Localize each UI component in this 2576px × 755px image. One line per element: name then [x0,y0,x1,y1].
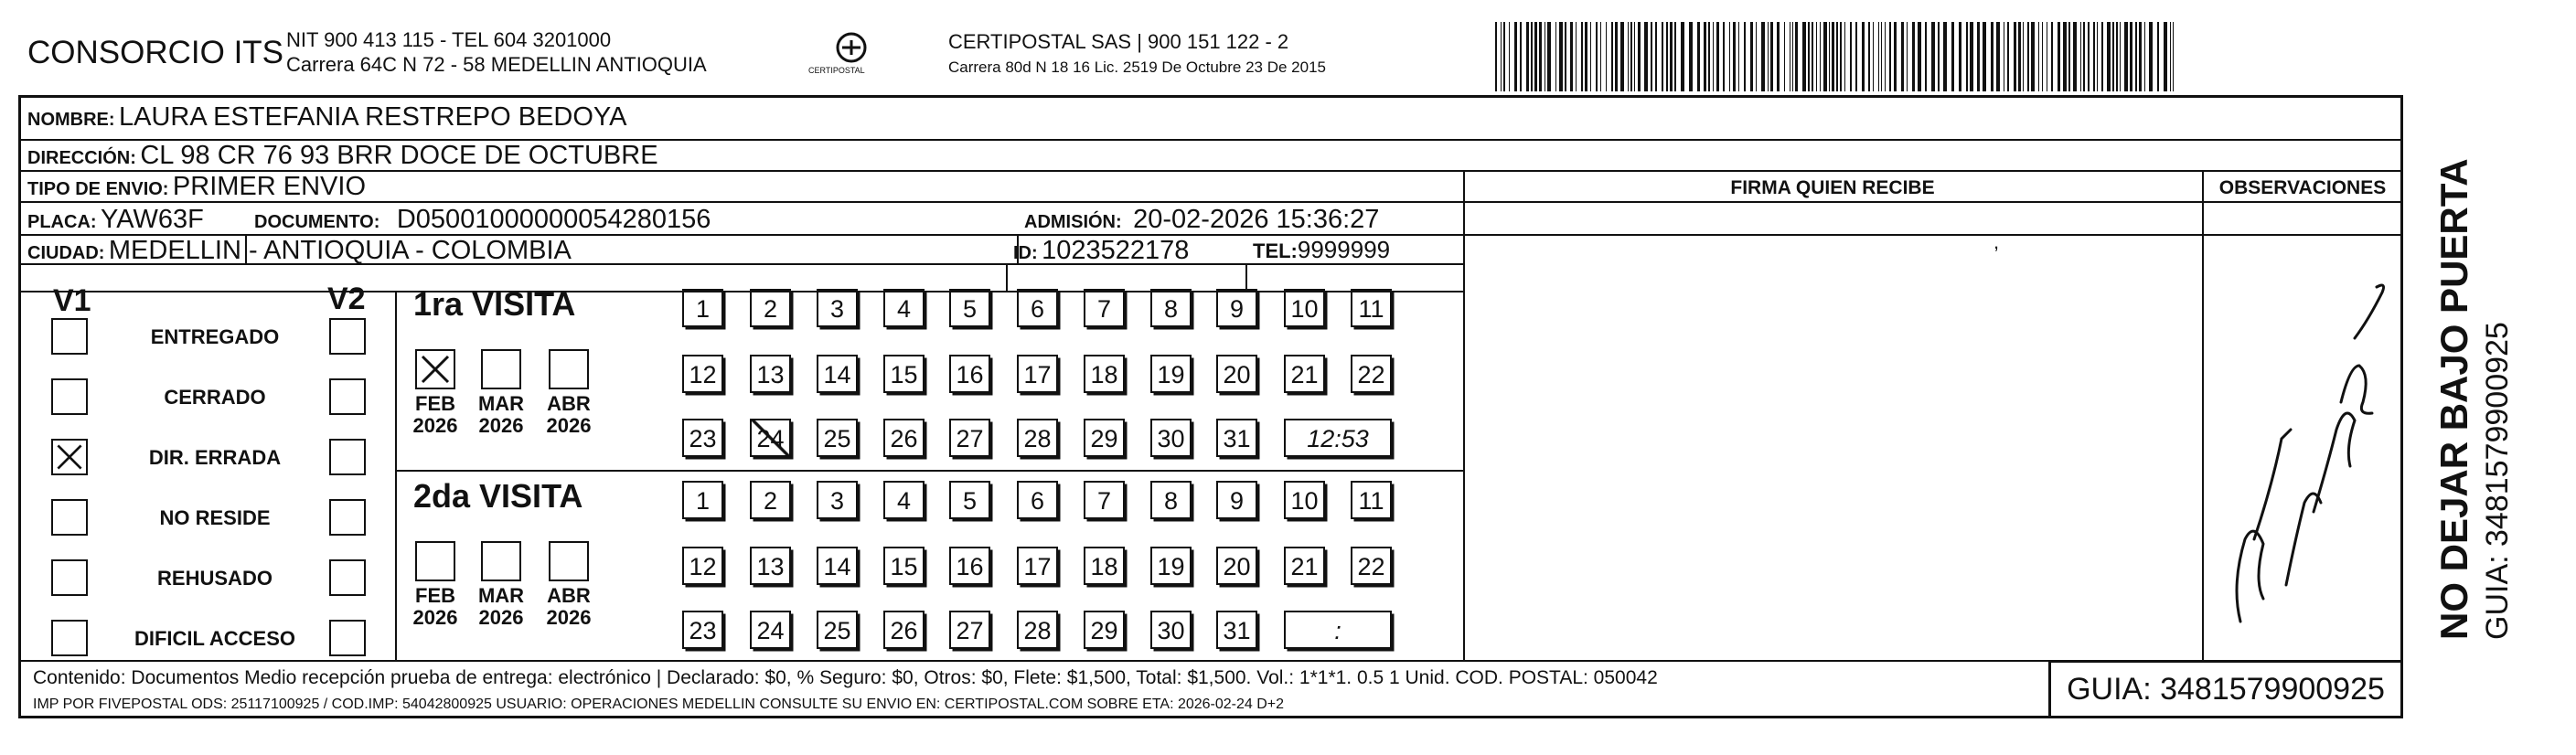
day-box[interactable]: 5 [949,289,990,327]
month-name: MAR [477,392,525,415]
day-box[interactable]: 21 [1284,547,1325,585]
company-name: CONSORCIO ITS [27,35,284,70]
visit2-title: 2da VISITA [413,477,583,515]
certipostal-line1: CERTIPOSTAL SAS | 900 151 122 - 2 [948,30,1289,53]
day-box[interactable]: 24 [750,611,791,649]
v2-checkbox[interactable] [329,378,366,415]
direccion-field [27,141,658,171]
v1-checkbox[interactable] [51,499,88,536]
tipo-envio-label: TIPO DE ENVIO: [27,179,169,199]
documento-label: DOCUMENTO: [254,212,380,232]
v2-header: V2 [327,282,366,316]
day-box[interactable]: 26 [883,611,925,649]
v2-checkbox[interactable] [329,620,366,656]
time-box[interactable]: 12:53 [1284,419,1392,457]
v2-checkbox[interactable] [329,318,366,355]
day-box[interactable]: 20 [1216,355,1257,393]
address-line: Carrera 64C N 72 - 58 MEDELLIN ANTIOQUIA [286,53,707,76]
day-box[interactable]: 18 [1084,547,1125,585]
v2-checkbox[interactable] [329,439,366,475]
side-guia-number: GUIA: 3481579900925 [2480,322,2515,640]
day-box[interactable]: 6 [1017,481,1058,519]
day-box[interactable]: 17 [1017,547,1058,585]
month-year: 2026 [546,414,592,437]
direccion-label: DIRECCIÓN: [27,148,136,168]
day-box[interactable]: 14 [817,355,858,393]
nombre-field [27,102,626,133]
day-box[interactable]: 30 [1150,419,1192,457]
certipostal-info [948,29,1326,80]
day-box[interactable]: 19 [1150,355,1192,393]
month-checkbox-abr[interactable] [549,541,589,581]
v1-checkbox[interactable] [51,318,88,355]
day-box[interactable]: 27 [949,611,990,649]
id-label: ID: [1013,243,1038,263]
day-box[interactable]: 7 [1084,481,1125,519]
barcode [1495,22,2181,91]
day-box[interactable]: 26 [883,419,925,457]
tel-field [1253,236,1390,264]
day-box[interactable]: 29 [1084,419,1125,457]
placa-field [27,205,204,235]
tel-label: TEL: [1253,239,1298,262]
placa-value: YAW63F [101,205,204,234]
month-checkbox-feb[interactable] [415,541,455,581]
day-box[interactable]: 31 [1216,419,1257,457]
month-label [474,393,529,437]
month-year: 2026 [412,606,458,629]
day-box[interactable]: 1 [682,289,723,327]
day-box[interactable]: 16 [949,547,990,585]
day-box[interactable]: 3 [817,481,858,519]
month-label [541,393,596,437]
day-box[interactable]: 2 [750,289,791,327]
month-checkbox-abr[interactable] [549,349,589,389]
day-box[interactable]: 10 [1284,289,1325,327]
day-box[interactable]: 14 [817,547,858,585]
company-info [286,27,707,77]
day-box[interactable]: 28 [1017,419,1058,457]
nombre-value: LAURA ESTEFANIA RESTREPO BEDOYA [119,102,627,132]
day-box[interactable]: 5 [949,481,990,519]
v2-checkbox[interactable] [329,499,366,536]
placa-label: PLACA: [27,212,97,232]
month-label [541,585,596,629]
id-value: 1023522178 [1042,236,1190,265]
day-box[interactable]: 4 [883,481,925,519]
day-box[interactable]: 8 [1150,481,1192,519]
ciudad-field [27,236,572,266]
day-box[interactable]: 24 [750,419,791,457]
day-box[interactable]: 21 [1284,355,1325,393]
observaciones-header: OBSERVACIONES [2218,177,2387,198]
day-box[interactable]: 25 [817,611,858,649]
no-dejar-bajo-puerta: NO DEJAR BAJO PUERTA [2432,158,2475,640]
day-box[interactable]: 7 [1084,289,1125,327]
day-box[interactable]: 1 [682,481,723,519]
status-label: REHUSADO [157,567,273,590]
tipo-envio-value: PRIMER ENVIO [172,172,367,201]
day-box[interactable]: 17 [1017,355,1058,393]
day-box[interactable]: 15 [883,355,925,393]
day-box[interactable]: 13 [750,547,791,585]
signature-mark: , [1993,230,2000,253]
v1-checkbox[interactable] [51,378,88,415]
month-label [408,585,463,629]
day-box[interactable]: 6 [1017,289,1058,327]
month-name: ABR [547,392,591,415]
certipostal-logo-icon [810,29,893,84]
certipostal-line2: Carrera 80d N 18 16 Lic. 2519 De Octubre 23 De 2015 [948,58,1326,76]
day-box[interactable]: 11 [1351,481,1392,519]
content-description: Contenido: Documentos Medio recepción prueba de entrega: electrónico | Declarado: $0, % Seguro: $0, Otros: $0, Flete: $1,500, Total: $1,500. Vol.: 1*1*1. 0.5 1 Unid. COD. POSTAL: 050042 [33,667,1658,688]
month-label [408,393,463,437]
side-notice [2423,73,2576,713]
month-checkbox-feb[interactable] [415,349,455,389]
day-box[interactable]: 9 [1216,289,1257,327]
month-name: ABR [547,584,591,607]
direccion-value: CL 98 CR 76 93 BRR DOCE DE OCTUBRE [140,141,658,170]
visit1-title: 1ra VISITA [413,285,576,323]
month-checkbox-mar[interactable] [481,541,521,581]
day-box[interactable]: 18 [1084,355,1125,393]
day-box[interactable]: 23 [682,611,723,649]
v2-checkbox[interactable] [329,559,366,596]
day-box[interactable]: 19 [1150,547,1192,585]
ciudad-value: MEDELLIN - ANTIOQUIA - COLOMBIA [108,236,572,265]
nit-line: NIT 900 413 115 - TEL 604 3201000 [286,28,612,51]
v1-header: V1 [53,283,91,318]
day-box[interactable]: 12 [682,355,723,393]
month-name: MAR [477,584,525,607]
firma-header: FIRMA QUIEN RECIBE [1730,177,1935,198]
day-box[interactable]: 9 [1216,481,1257,519]
day-box[interactable]: 22 [1351,355,1392,393]
day-box[interactable]: 16 [949,355,990,393]
status-label: NO RESIDE [159,506,271,529]
tipo-envio-field [27,172,366,202]
month-label [474,585,529,629]
handwritten-observation [2204,238,2403,658]
day-box[interactable]: 23 [682,419,723,457]
print-info: IMP POR FIVEPOSTAL ODS: 25117100925 / COD.IMP: 54042800925 USUARIO: OPERACIONES MEDELLIN CONSULTE SU ENVIO EN: CERTIPOSTAL.COM SOBRE ETA: 2026-02-24 D+2 [33,697,1285,712]
day-box[interactable]: 28 [1017,611,1058,649]
month-year: 2026 [546,606,592,629]
ciudad-label: CIUDAD: [27,243,105,263]
v1-checkbox[interactable] [51,559,88,596]
status-label: DIFICIL ACCESO [134,627,295,650]
month-name: FEB [415,584,455,607]
day-box[interactable]: 3 [817,289,858,327]
v1-checkbox[interactable] [51,620,88,656]
day-box[interactable]: 12 [682,547,723,585]
day-box[interactable]: 22 [1351,547,1392,585]
month-year: 2026 [412,414,458,437]
tel-value: 9999999 [1297,236,1391,263]
day-box[interactable]: 25 [817,419,858,457]
status-label: CERRADO [164,386,266,409]
admision-field [1024,205,1379,235]
id-field [1013,236,1189,266]
day-box[interactable]: 31 [1216,611,1257,649]
day-box[interactable]: 30 [1150,611,1192,649]
status-label: DIR. ERRADA [148,446,282,469]
day-box[interactable]: 27 [949,419,990,457]
guia-number: GUIA: 3481579900925 [2048,660,2403,718]
logo-caption: CERTIPOSTAL [808,66,865,75]
day-box[interactable]: 15 [883,547,925,585]
month-name: FEB [415,392,455,415]
admision-label: ADMISIÓN: [1024,212,1122,232]
admision-value: 20-02-2026 15:36:27 [1133,205,1380,234]
month-year: 2026 [478,414,524,437]
v1-checkbox[interactable] [51,439,88,475]
time-box[interactable]: : [1284,611,1392,649]
status-label: ENTREGADO [150,325,280,348]
day-box[interactable]: 2 [750,481,791,519]
day-box[interactable]: 10 [1284,481,1325,519]
month-checkbox-mar[interactable] [481,349,521,389]
month-year: 2026 [478,606,524,629]
day-box[interactable]: 13 [750,355,791,393]
nombre-label: NOMBRE: [27,110,115,130]
documento-field [254,205,711,235]
day-box[interactable]: 4 [883,289,925,327]
day-box[interactable]: 11 [1351,289,1392,327]
day-box[interactable]: 8 [1150,289,1192,327]
day-box[interactable]: 29 [1084,611,1125,649]
documento-value: D05001000000054280156 [396,205,711,234]
day-box[interactable]: 20 [1216,547,1257,585]
